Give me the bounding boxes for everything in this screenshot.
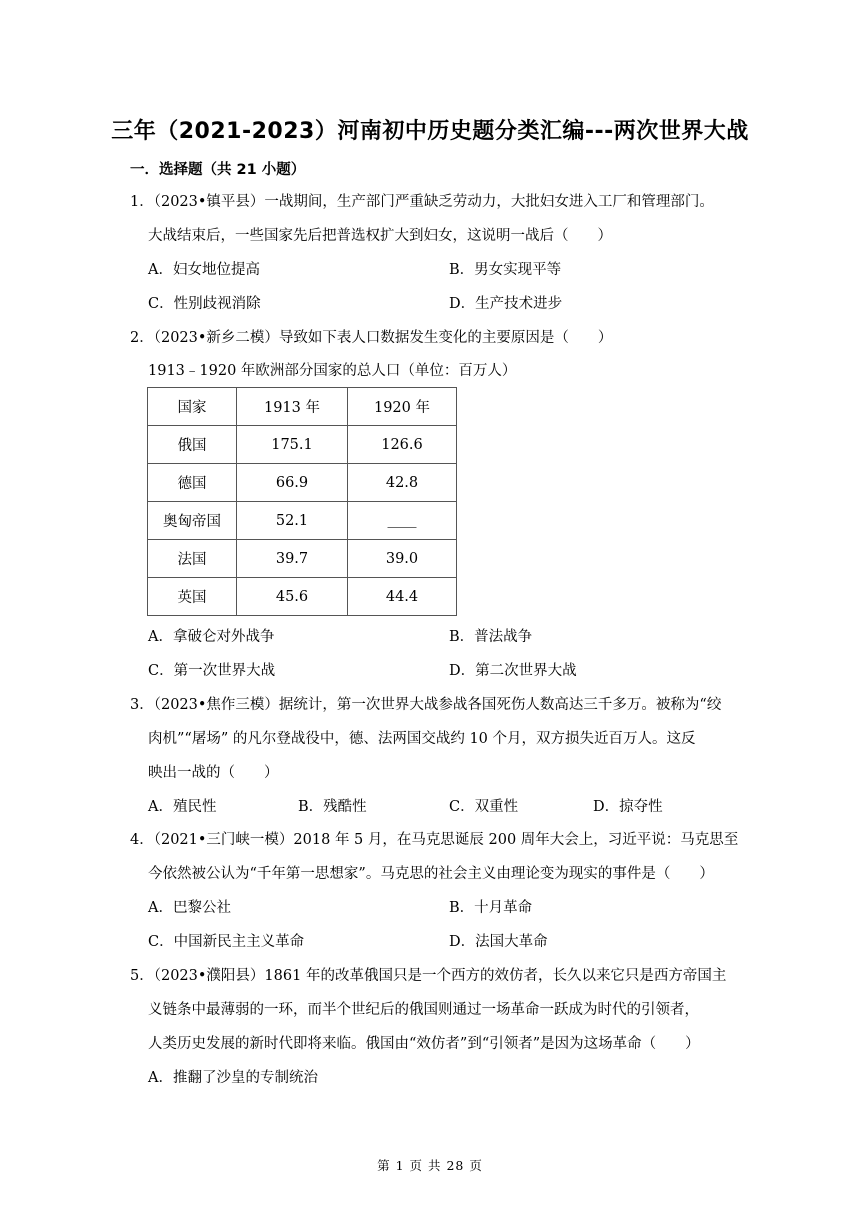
question-2-line-1: 2．（2023•新乡二模）导致如下表人口数据发生变化的主要原因是（ ） (130, 330, 613, 346)
table-cell: 45.6 (237, 578, 348, 616)
question-1-option-a: A．妇女地位提高 (148, 262, 260, 278)
page-footer: 第 1 页 共 28 页 (377, 1158, 483, 1173)
question-2-option-c: C．第一次世界大战 (148, 663, 276, 679)
table-row (148, 502, 457, 540)
table-cell: 俄国 (148, 426, 237, 464)
table-cell: 奥匈帝国 (148, 502, 237, 540)
table-row (148, 578, 457, 616)
question-3-line-2: 肉机”“屠场” 的凡尔登战役中，德、法两国交战约 10 个月，双方损失近百万人。这反 (148, 731, 696, 747)
document-title: 三年（2021-2023）河南初中历史题分类汇编---两次世界大战 (111, 119, 749, 144)
table-cell: 英国 (148, 578, 237, 616)
question-3-line-3: 映出一战的（ ） (148, 765, 279, 781)
table-row (148, 540, 457, 578)
question-4-option-a: A．巴黎公社 (148, 900, 231, 916)
question-3-option-b: B．残酷性 (298, 799, 367, 815)
table-cell: 52.1 (237, 502, 348, 540)
question-5-line-2: 义链条中最薄弱的一环，而半个世纪后的俄国则通过一场革命一跃成为时代的引领者， (148, 1002, 699, 1018)
table-row (148, 426, 457, 464)
question-1-option-c: C．性别歧视消除 (148, 296, 261, 312)
question-3-option-c: C．双重性 (449, 799, 519, 815)
table-cell: 42.8 (348, 464, 457, 502)
question-4-option-d: D．法国大革命 (449, 934, 548, 950)
table-cell: ＿＿ (348, 502, 457, 540)
table-cell: 法国 (148, 540, 237, 578)
question-1-option-d: D．生产技术进步 (449, 296, 563, 312)
question-1-line-1: 1．（2023•镇平县）一战期间，生产部门严重缺乏劳动力，大批妇女进入工厂和管理部门。 (130, 194, 714, 210)
question-2-option-d: D．第二次世界大战 (449, 663, 577, 679)
population-table (147, 387, 457, 616)
table-row (148, 464, 457, 502)
question-3-option-a: A．殖民性 (148, 799, 217, 815)
table-cell: 39.0 (348, 540, 457, 578)
question-5-option-a: A．推翻了沙皇的专制统治 (148, 1070, 318, 1086)
table-header-cell: 1913 年 (237, 388, 348, 426)
table-cell: 126.6 (348, 426, 457, 464)
question-1-line-2: 大战结束后，一些国家先后把普选权扩大到妇女，这说明一战后（ ） (148, 228, 612, 244)
section-heading: 一．选择题（共 21 小题） (130, 162, 306, 178)
question-3-option-d: D．掠夺性 (593, 799, 663, 815)
question-5-line-1: 5．（2023•濮阳县）1861 年的改革俄国只是一个西方的效仿者，长久以来它只是西方帝国主 (130, 968, 727, 984)
table-cell: 66.9 (237, 464, 348, 502)
question-4-option-b: B．十月革命 (449, 900, 533, 916)
question-1-option-b: B．男女实现平等 (449, 262, 562, 278)
question-4-line-2: 今依然被公认为“千年第一思想家”。马克思的社会主义由理论变为现实的事件是（ ） (148, 866, 714, 882)
question-4-line-1: 4．（2021•三门峡一模）2018 年 5 月，在马克思诞辰 200 周年大会上，习近平说：马克思至 (130, 832, 739, 848)
question-5-line-3: 人类历史发展的新时代即将来临。俄国由“效仿者”到“引领者”是因为这场革命（ ） (148, 1036, 700, 1052)
table-cell: 175.1 (237, 426, 348, 464)
question-2-option-a: A．拿破仑对外战争 (148, 629, 275, 645)
table-cell: 德国 (148, 464, 237, 502)
question-3-line-1: 3．（2023•焦作三模）据统计，第一次世界大战参战各国死伤人数高达三千多万。被称为“绞 (130, 697, 722, 713)
table-cell: 44.4 (348, 578, 457, 616)
table-header-cell: 1920 年 (348, 388, 457, 426)
question-4-option-c: C．中国新民主主义革命 (148, 934, 305, 950)
table-header-cell: 国家 (148, 388, 237, 426)
table-cell: 39.7 (237, 540, 348, 578)
table-header-row (148, 388, 457, 426)
table-caption: 1913﹣1920 年欧洲部分国家的总人口（单位：百万人） (148, 363, 517, 379)
question-2-option-b: B．普法战争 (449, 629, 533, 645)
